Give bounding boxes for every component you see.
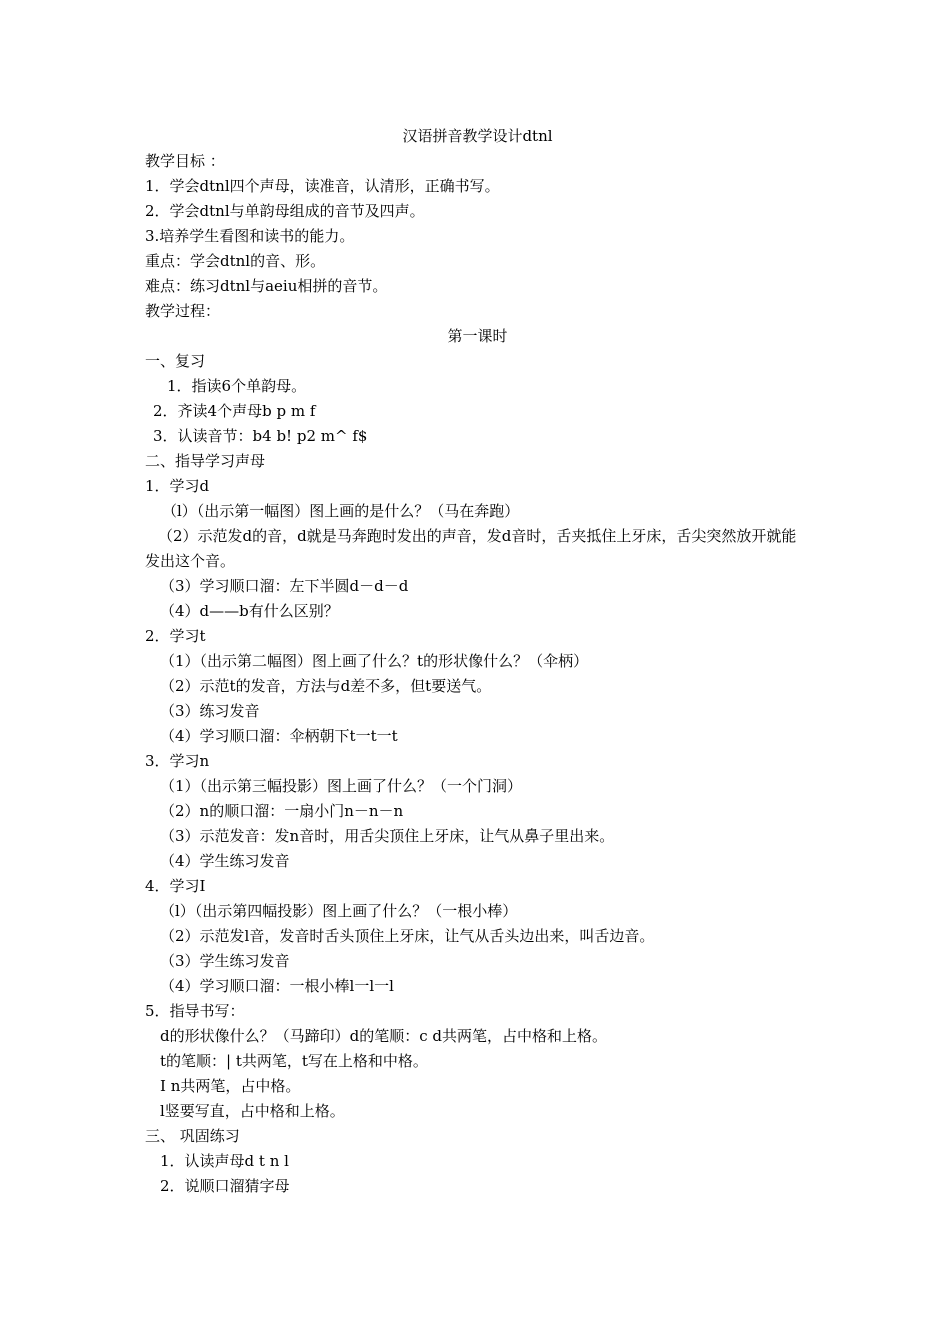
list-item: （1）（出示第二幅图）图上画了什么？t的形状像什么？（伞柄）	[160, 652, 589, 670]
subsection-heading: 5．指导书写：	[145, 1002, 245, 1020]
objective-item: 2．学会dtnl与单韵母组成的音节及四声。	[145, 202, 425, 220]
list-item: d的形状像什么？（马蹄印）d的笔顺：c d共两笔，占中格和上格。	[160, 1027, 607, 1045]
section-heading: 一、复习	[145, 352, 206, 370]
list-item: （2）示范发d的音，d就是马奔跑时发出的声音，发d音时，舌夹抵住上牙床，舌尖突然放开就能发出这个音。	[145, 527, 797, 570]
objectives-heading: 教学目标 ：	[145, 152, 225, 170]
list-item: 3．认读音节：b4 b! p2 m^ f$	[153, 427, 368, 445]
list-item: （3）示范发音：发n音时，用舌尖顶住上牙床，让气从鼻子里出来。	[160, 827, 615, 845]
list-item: （4）学习顺口溜：伞柄朝下t一t一t	[160, 727, 398, 745]
subsection-heading: 2．学习t	[145, 627, 206, 645]
key-point: 重点：学会dtnl的音、形。	[145, 252, 326, 270]
document-title: 汉语拼音教学设计dtnl	[402, 127, 553, 145]
list-item: （3）学生练习发音	[160, 952, 290, 970]
list-item: （4）d——b有什么区别？	[160, 602, 339, 620]
subsection-heading: 4．学习I	[145, 877, 206, 895]
difficult-point: 难点：练习dtnl与aeiu相拼的音节。	[145, 277, 388, 295]
list-item: （3）练习发音	[160, 702, 260, 720]
list-item: （l）（出示第四幅投影）图上画了什么？（一根小棒）	[160, 902, 518, 920]
section-heading: 三、 巩固练习	[145, 1127, 240, 1145]
document-body	[145, 124, 810, 1199]
objective-item: 1．学会dtnl四个声母，读准音，认清形，正确书写。	[145, 177, 500, 195]
list-item: 2．说顺口溜猜字母	[160, 1177, 290, 1195]
list-item: 1．指读6个单韵母。	[167, 377, 307, 395]
lesson-heading: 第一课时	[447, 327, 508, 345]
section-heading: 二、指导学习声母	[145, 452, 266, 470]
list-item: （2）示范t的发音，方法与d差不多，但t要送气。	[160, 677, 492, 695]
list-item: （2）n的顺口溜：一扇小门n－n－n	[160, 802, 404, 820]
subsection-heading: 1．学习d	[145, 477, 210, 495]
list-item: t的笔顺：| t共两笔，t写在上格和中格。	[160, 1052, 428, 1070]
list-item: （4）学生练习发音	[160, 852, 290, 870]
list-item: （4）学习顺口溜：一根小棒l一l一l	[160, 977, 394, 995]
list-item: l竖要写直，占中格和上格。	[160, 1102, 345, 1120]
subsection-heading: 3．学习n	[145, 752, 210, 770]
list-item: （2）示范发l音，发音时舌头顶住上牙床，让气从舌头边出来，叫舌边音。	[160, 927, 655, 945]
list-item: （1）（出示第三幅投影）图上画了什么？（一个门洞）	[160, 777, 523, 795]
process-heading: 教学过程：	[145, 302, 221, 320]
list-item: I n共两笔，占中格。	[160, 1077, 301, 1095]
objective-item: 3.培养学生看图和读书的能力。	[145, 227, 355, 245]
list-item: 1．认读声母d t n l	[160, 1152, 289, 1170]
list-item: （3）学习顺口溜：左下半圆d－d－d	[160, 577, 409, 595]
list-item: 2．齐读4个声母b p m f	[153, 402, 316, 420]
list-item: （l）（出示第一幅图）图上画的是什么？（马在奔跑）	[162, 502, 520, 520]
